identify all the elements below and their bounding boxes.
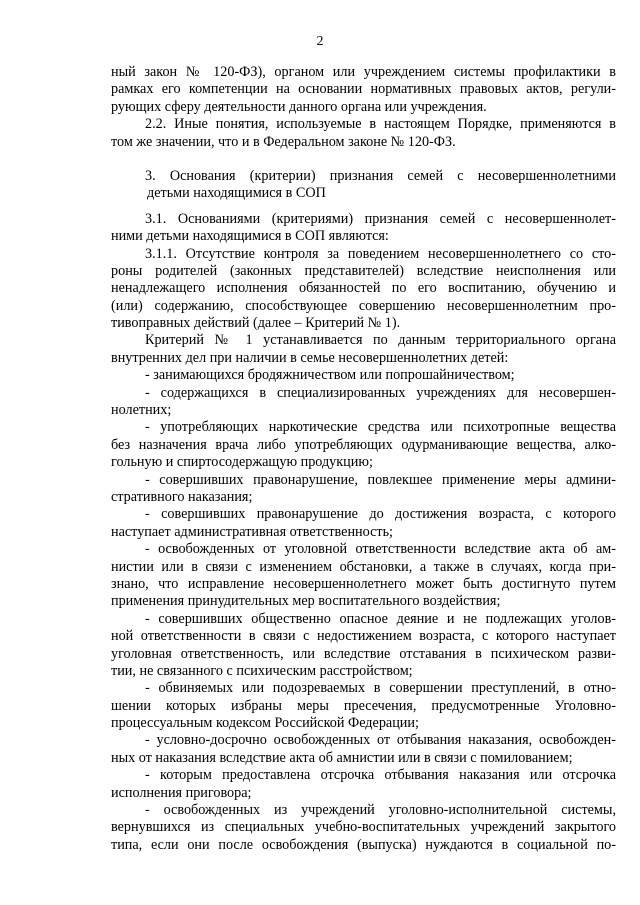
text-line: - освобожденных из учреждений уголовно-исполнительной системы, <box>145 802 616 819</box>
paragraph <box>111 332 616 367</box>
text-line: без назначения врача либо употребляющих одурманивающие вещества, алко- <box>111 436 616 453</box>
text-line: (или) содержанию, способствующее совершению несовершеннолетним про- <box>111 297 616 314</box>
text-line: детьми находящимися в СОП <box>147 185 326 202</box>
text-line: - занимающихся бродяжничеством или попрошайничеством; <box>145 367 515 384</box>
paragraph <box>111 767 616 802</box>
text-line: том же значении, что и в Федеральном законе № 120-ФЗ. <box>111 133 456 150</box>
paragraph <box>111 802 616 854</box>
paragraph <box>111 367 616 384</box>
text-line: ними детьми находящимися в СОП являются: <box>111 228 389 245</box>
text-line: стративного наказания; <box>111 488 253 505</box>
text-line: - которым предоставлена отсрочка отбывания наказания или отсрочка <box>145 767 616 784</box>
text-line: - условно-досрочно освобожденных от отбывания наказания, освобожден- <box>145 732 616 749</box>
paragraph <box>111 64 616 116</box>
text-line: Критерий № 1 устанавливается по данным территориального органа <box>145 332 616 349</box>
text-line: - совершивших правонарушение до достижения возраста, с которого <box>145 506 616 523</box>
document-body <box>111 64 616 854</box>
text-line: рующих сферу деятельности данного органа или учреждения. <box>111 98 487 115</box>
text-line: гольную и спиртосодержащую продукцию; <box>111 454 373 471</box>
text-line: рамках его компетенции на основании нормативных правовых актов, регули- <box>111 81 616 98</box>
paragraph <box>111 116 616 151</box>
text-line: ненадлежащего исполнения обязанностей по его воспитанию, обучению и <box>111 280 616 297</box>
section-heading <box>111 168 616 203</box>
text-line: знано, что исправление несовершеннолетнего может быть достигнуто путем <box>111 575 616 592</box>
text-line: - совершивших общественно опасное деяние и не подлежащих уголов- <box>145 610 616 627</box>
text-line: 3. Основания (критерии) признания семей с несовершеннолетними <box>145 167 616 184</box>
text-line: тии, не связанного с психическим расстройством; <box>111 662 413 679</box>
text-line: исполнения приговора; <box>111 784 252 801</box>
paragraph <box>111 611 616 681</box>
page-number: 2 <box>316 34 324 49</box>
text-line: - обвиняемых или подозреваемых в совершении преступлений, в отно- <box>145 680 616 697</box>
paragraph <box>111 680 616 732</box>
text-line: нолетних; <box>111 402 172 419</box>
text-line: - употребляющих наркотические средства или психотропные вещества <box>145 419 616 436</box>
text-line: нистии или в связи с изменением обстановки, а также в случаях, когда при- <box>111 558 616 575</box>
paragraph <box>111 732 616 767</box>
paragraph <box>111 246 616 333</box>
paragraph <box>111 419 616 471</box>
paragraph <box>111 385 616 420</box>
text-line: 3.1.1. Отсутствие контроля за поведением несовершеннолетнего со сто- <box>145 245 616 262</box>
paragraph <box>111 506 616 541</box>
paragraph <box>111 472 616 507</box>
text-line: наступает административная ответственность; <box>111 523 393 540</box>
text-line: вернувшихся из специальных учебно-воспитательных учреждений закрытого <box>111 819 616 836</box>
text-line: 2.2. Иные понятия, используемые в настоящем Порядке, применяются в <box>145 116 616 133</box>
text-line: ных от наказания вследствие акта об амнистии или в связи с помилованием; <box>111 749 573 766</box>
paragraph <box>111 211 616 246</box>
text-line: типа, если они после освобождения (выпуска) нуждаются в социальной по- <box>111 836 616 853</box>
text-line: - освобожденных от уголовной ответственности вследствие акта об ам- <box>145 541 616 558</box>
text-line: - содержащихся в специализированных учреждениях для несовершен- <box>145 384 616 401</box>
text-line: - совершивших правонарушение, повлекшее применение меры админи- <box>145 471 616 488</box>
text-line: процессуальным кодексом Российской Федерации; <box>111 715 419 732</box>
text-line: ный закон № 120-ФЗ), органом или учреждением системы профилактики в <box>111 64 616 80</box>
paragraph <box>111 541 616 611</box>
text-line: 3.1. Основаниями (критериями) признания семей с несовершеннолет- <box>145 210 616 227</box>
text-line: уголовная ответственность, или вследствие отставания в психическом разви- <box>111 645 616 662</box>
text-line: роны родителей (законных представителей) вследствие неисполнения или <box>111 262 616 279</box>
text-line: ной ответственности в связи с недостижением возраста, с которого наступает <box>111 628 616 645</box>
text-line: шении которых избраны меры пресечения, предусмотренные Уголовно- <box>111 697 616 714</box>
text-line: внутренних дел при наличии в семье несовершеннолетних детей: <box>111 349 509 366</box>
text-line: применения принудительных мер воспитательного воздействия; <box>111 593 501 610</box>
text-line: тивоправных действий (далее – Критерий № 1). <box>111 315 401 332</box>
